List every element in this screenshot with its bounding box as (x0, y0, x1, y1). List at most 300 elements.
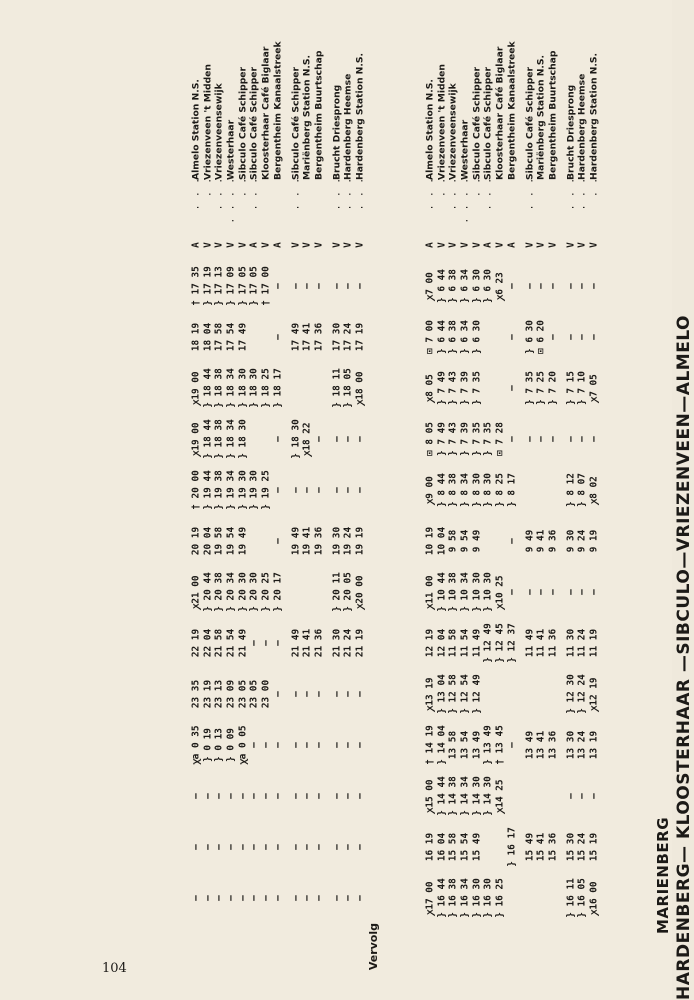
station-name: Vriezenveensewijk (213, 83, 225, 180)
time-cell: — (588, 793, 600, 799)
table-row (302, 0, 314, 1000)
time-cell: — (202, 793, 214, 799)
table-row (448, 0, 460, 1000)
time-cell: — (289, 895, 301, 901)
time-cell: † 17 35 (190, 266, 202, 306)
time-cell: 15 49 (471, 832, 483, 862)
time-cell: } 20 30 (237, 572, 249, 612)
time-cell: ⊡ 7 00 (424, 320, 436, 354)
station-name: Sibculo Café Schipper (248, 66, 260, 180)
leader-dots: . . . (564, 177, 576, 211)
time-cell: 10 04 (436, 526, 448, 556)
time-cell: — (237, 844, 249, 850)
time-cell: } 12 30 (564, 674, 576, 714)
time-cell: — (260, 844, 272, 850)
time-cell: 21 49 (289, 628, 301, 658)
arrival-departure-mark: V (471, 242, 483, 248)
time-cell: } 16 38 (447, 878, 459, 918)
time-cell: 21 19 (354, 628, 366, 658)
time-cell: ꭗ10 25 (494, 575, 506, 609)
time-cell: ⊡ 7 28 (494, 422, 506, 456)
time-cell: 22 04 (202, 628, 214, 658)
time-cell: — (330, 487, 342, 493)
time-cell: ꭗ20 00 (354, 575, 366, 609)
time-cell: } 0 13 (213, 728, 225, 762)
time-cell: 17 19 (354, 322, 366, 352)
time-cell: ꭗ19 00 (190, 371, 202, 405)
leader-dots: . . . (354, 177, 366, 211)
time-cell: 9 19 (588, 529, 600, 553)
time-cell: } 16 17 (506, 827, 518, 867)
time-cell: 21 58 (213, 628, 225, 658)
station-name: Westerhaar (459, 119, 471, 180)
time-cell: } 6 30 (482, 269, 494, 303)
time-cell: — (301, 691, 313, 697)
time-cell: } 14 34 (459, 776, 471, 816)
time-cell: — (202, 844, 214, 850)
time-cell: ꭗ13 19 (424, 677, 436, 711)
time-cell: — (272, 538, 284, 544)
time-cell: } 8 34 (459, 473, 471, 507)
leader-dots: . . . . (225, 177, 237, 224)
arrival-departure-mark: A (424, 242, 436, 248)
row-content (343, 0, 355, 1000)
time-cell: } 7 15 (564, 371, 576, 405)
time-cell: — (313, 895, 325, 901)
station-name: Kloosterhaar Café Biglaar (260, 46, 272, 180)
time-cell: 18 04 (202, 322, 214, 352)
time-cell: — (289, 742, 301, 748)
time-cell: 13 49 (523, 730, 535, 760)
time-cell: 9 49 (471, 529, 483, 553)
time-cell: } 19 44 (202, 470, 214, 510)
table-row (524, 0, 536, 1000)
leader-dots: . . . (248, 177, 260, 211)
time-cell: 23 19 (202, 679, 214, 709)
time-cell: — (330, 742, 342, 748)
time-cell: ꭗ6 23 (494, 272, 506, 300)
table-row (483, 0, 495, 1000)
station-name: Sibculo Café Schipper (237, 66, 249, 180)
arrival-departure-mark: V (588, 242, 600, 248)
time-cell: } 18 34 (225, 419, 237, 459)
station-name: Almelo Station N.S. (190, 79, 202, 180)
time-cell: — (342, 436, 354, 442)
time-cell: — (272, 793, 284, 799)
time-cell: 9 49 (523, 529, 535, 553)
time-cell: } 17 05 (248, 266, 260, 306)
time-cell: 13 49 (471, 730, 483, 760)
leader-dots: . . . (213, 177, 225, 211)
time-cell: 13 58 (447, 730, 459, 760)
time-cell: 20 19 (190, 526, 202, 556)
time-cell: ꭗ9 00 (424, 476, 436, 504)
arrival-departure-mark: A (248, 242, 260, 248)
time-cell: — (342, 691, 354, 697)
time-cell: ꭗ12 19 (588, 677, 600, 711)
title-main: HARDENBERG— KLOOSTERHAAR —SIBCULO—VRIEZENVEEN—ALMELO (674, 315, 694, 1000)
table-row (354, 0, 366, 1000)
time-cell: } 8 17 (506, 473, 518, 507)
time-cell: — (588, 589, 600, 595)
time-cell: † 13 45 (494, 725, 506, 765)
time-cell: } 14 44 (436, 776, 448, 816)
time-cell: — (202, 895, 214, 901)
table-row (577, 0, 589, 1000)
table-row (313, 0, 325, 1000)
table-row (331, 0, 343, 1000)
time-cell: } 6 34 (459, 320, 471, 354)
time-cell: 19 30 (330, 526, 342, 556)
arrival-departure-mark: V (447, 242, 459, 248)
time-cell: 17 49 (289, 322, 301, 352)
time-cell: } 12 58 (447, 674, 459, 714)
time-cell: ⊡ 6 20 (535, 320, 547, 354)
station-name: Sibculo Café Schipper (289, 66, 301, 180)
row-content (495, 0, 507, 1000)
timetable-block-1 (424, 0, 600, 1000)
time-cell: — (313, 844, 325, 850)
time-cell: } 7 25 (535, 371, 547, 405)
time-cell: — (547, 283, 559, 289)
table-row (471, 0, 483, 1000)
time-cell: — (330, 436, 342, 442)
time-cell: } 8 07 (576, 473, 588, 507)
time-cell: } 7 49 (436, 371, 448, 405)
leader-dots: . . . (447, 177, 459, 211)
leader-dots: . . . (190, 177, 202, 211)
time-cell: — (576, 793, 588, 799)
time-cell: } 19 38 (213, 470, 225, 510)
station-name: Hardenberg Heemse (576, 73, 588, 180)
time-cell: 15 41 (535, 832, 547, 862)
arrival-departure-mark: V (523, 242, 535, 248)
time-cell: 15 58 (447, 832, 459, 862)
time-cell: 23 09 (225, 679, 237, 709)
time-cell: ꭓa 0 35 (190, 725, 202, 765)
time-cell: } 12 24 (576, 674, 588, 714)
table-row (237, 0, 249, 1000)
time-cell: 11 19 (588, 628, 600, 658)
time-cell: } 20 11 (330, 572, 342, 612)
time-cell: 9 24 (576, 529, 588, 553)
station-name: Bergentheim Buurtschap (313, 50, 325, 180)
table-row (343, 0, 355, 1000)
time-cell: 15 54 (459, 832, 471, 862)
time-cell: — (564, 436, 576, 442)
time-cell: — (272, 691, 284, 697)
time-cell: } 18 30 (237, 368, 249, 408)
time-cell: 16 19 (424, 832, 436, 862)
station-name: Hardenberg Station N.S. (588, 53, 600, 180)
table-row (547, 0, 559, 1000)
time-cell: — (289, 793, 301, 799)
time-cell: } 6 38 (447, 269, 459, 303)
time-cell: — (190, 844, 202, 850)
station-name: Vriezenveensewijk (447, 83, 459, 180)
table-row (290, 0, 302, 1000)
leader-dots: . . (202, 177, 214, 197)
time-cell: } 19 34 (225, 470, 237, 510)
arrival-departure-mark: V (213, 242, 225, 248)
time-cell: 15 19 (588, 832, 600, 862)
time-cell: — (506, 385, 518, 391)
table-row (565, 0, 577, 1000)
time-cell: — (248, 844, 260, 850)
time-cell: } 17 13 (213, 266, 225, 306)
time-cell: } 18 25 (260, 368, 272, 408)
arrival-departure-mark: V (260, 242, 272, 248)
time-cell: 12 04 (436, 628, 448, 658)
time-cell: } 19 30 (237, 470, 249, 510)
table-row (459, 0, 471, 1000)
row-content (202, 0, 214, 1000)
time-cell: 17 41 (301, 322, 313, 352)
time-cell: — (289, 283, 301, 289)
row-content (290, 0, 302, 1000)
time-cell: } 20 17 (272, 572, 284, 612)
time-cell: 19 36 (313, 526, 325, 556)
row-content (506, 0, 518, 1000)
time-cell: 13 19 (588, 730, 600, 760)
time-cell: — (272, 895, 284, 901)
arrival-departure-mark: V (494, 242, 506, 248)
time-cell: — (506, 742, 518, 748)
time-cell: — (342, 283, 354, 289)
time-cell: } 6 30 (471, 320, 483, 354)
row-content (471, 0, 483, 1000)
time-cell: 11 54 (459, 628, 471, 658)
row-content (214, 0, 226, 1000)
arrival-departure-mark: V (576, 242, 588, 248)
arrival-departure-mark: V (237, 242, 249, 248)
time-cell: 21 41 (301, 628, 313, 658)
time-cell: 11 49 (523, 628, 535, 658)
time-cell: — (301, 844, 313, 850)
time-cell: — (213, 844, 225, 850)
time-cell: 17 58 (213, 322, 225, 352)
time-cell: } 7 35 (471, 371, 483, 405)
time-cell: 23 05 (237, 679, 249, 709)
time-cell: 21 36 (313, 628, 325, 658)
leader-dots: . . . (482, 177, 494, 211)
time-cell: — (248, 793, 260, 799)
time-cell: 16 04 (436, 832, 448, 862)
time-cell: — (523, 436, 535, 442)
table-row (506, 0, 518, 1000)
arrival-departure-mark: A (190, 242, 202, 248)
time-cell: 19 58 (213, 526, 225, 556)
time-cell: } 16 30 (471, 878, 483, 918)
time-cell: } 20 25 (260, 572, 272, 612)
time-cell: — (225, 844, 237, 850)
time-cell: — (330, 895, 342, 901)
time-cell: — (313, 742, 325, 748)
time-cell: — (190, 793, 202, 799)
title-top-line: MARIENBERG (654, 816, 672, 934)
time-cell: ꭓa 0 05 (237, 725, 249, 765)
time-cell: ꭗ11 00 (424, 575, 436, 609)
time-cell: — (588, 334, 600, 340)
time-cell: 13 30 (564, 730, 576, 760)
time-cell: } 20 44 (202, 572, 214, 612)
time-cell: — (547, 334, 559, 340)
row-content (190, 0, 202, 1000)
leader-dots: . . (471, 177, 483, 197)
time-cell: — (354, 844, 366, 850)
time-cell: ꭗ15 00 (424, 779, 436, 813)
time-cell: } 18 34 (225, 368, 237, 408)
row-content (302, 0, 314, 1000)
arrival-departure-mark: V (547, 242, 559, 248)
time-cell: } 19 25 (260, 470, 272, 510)
page-number: 104 (102, 961, 127, 976)
time-cell: } 7 35 (471, 422, 483, 456)
time-cell: — (535, 283, 547, 289)
leader-dots: . . . (289, 177, 301, 211)
time-cell: } 0 19 (202, 728, 214, 762)
time-cell: } 7 39 (459, 371, 471, 405)
time-cell: — (342, 895, 354, 901)
row-content (424, 0, 436, 1000)
table-row (225, 0, 237, 1000)
table-row (249, 0, 261, 1000)
time-cell: — (506, 589, 518, 595)
time-cell: } 18 11 (330, 368, 342, 408)
time-cell: 9 54 (459, 529, 471, 553)
time-cell: } 8 12 (564, 473, 576, 507)
time-cell: } 17 09 (225, 266, 237, 306)
time-cell: } 14 30 (482, 776, 494, 816)
row-content (225, 0, 237, 1000)
row-content (331, 0, 343, 1000)
vervolg-label: Vervolg (367, 922, 380, 970)
time-cell: } 12 45 (494, 623, 506, 663)
time-cell: — (272, 283, 284, 289)
time-cell: — (330, 844, 342, 850)
time-cell: — (260, 895, 272, 901)
time-cell: 23 00 (260, 679, 272, 709)
time-cell: 19 49 (237, 526, 249, 556)
time-cell: 17 36 (313, 322, 325, 352)
time-cell: — (506, 334, 518, 340)
time-cell: } 16 11 (564, 878, 576, 918)
time-cell: } 7 43 (447, 371, 459, 405)
time-cell: 18 19 (190, 322, 202, 352)
time-cell: — (564, 793, 576, 799)
time-cell: 20 04 (202, 526, 214, 556)
time-cell: 11 30 (564, 628, 576, 658)
arrival-departure-mark: A (272, 242, 284, 248)
time-cell: } 7 35 (523, 371, 535, 405)
time-cell: — (330, 283, 342, 289)
time-cell: 23 13 (213, 679, 225, 709)
time-cell: } 20 38 (213, 572, 225, 612)
time-cell: 13 54 (459, 730, 471, 760)
time-cell: 21 54 (225, 628, 237, 658)
time-cell: — (272, 742, 284, 748)
time-cell: — (313, 283, 325, 289)
station-name: Almelo Station N.S. (424, 79, 436, 180)
station-name: Hardenberg Heemse (342, 73, 354, 180)
time-cell: — (272, 640, 284, 646)
time-cell: — (506, 436, 518, 442)
station-name: Kloosterhaar Café Biglaar (494, 46, 506, 180)
time-cell: 15 24 (576, 832, 588, 862)
time-cell: } 12 54 (459, 674, 471, 714)
table-row (272, 0, 284, 1000)
time-cell: — (547, 589, 559, 595)
time-cell: — (506, 283, 518, 289)
time-cell: } 7 43 (447, 422, 459, 456)
row-content (547, 0, 559, 1000)
time-cell: } 13 04 (436, 674, 448, 714)
row-content (483, 0, 495, 1000)
time-cell: } 7 10 (576, 371, 588, 405)
time-cell: — (576, 589, 588, 595)
time-cell: } 8 30 (471, 473, 483, 507)
time-cell: 15 36 (547, 832, 559, 862)
time-cell: — (289, 487, 301, 493)
leader-dots: . . (588, 177, 600, 197)
time-cell: — (272, 487, 284, 493)
table-row (214, 0, 226, 1000)
station-name: Sibculo Café Schipper (523, 66, 535, 180)
time-cell: } 10 44 (436, 572, 448, 612)
station-name: Bergentheim Kanaalstreek (272, 41, 284, 180)
station-name: Vriezenveen 't Midden (202, 64, 214, 180)
time-cell: — (213, 895, 225, 901)
time-cell: } 18 30 (248, 368, 260, 408)
row-content (261, 0, 273, 1000)
time-cell: — (301, 793, 313, 799)
time-cell: — (225, 793, 237, 799)
table-row (261, 0, 273, 1000)
time-cell: ꭗ16 00 (588, 881, 600, 915)
station-name: Mariënberg Station N.S. (535, 55, 547, 180)
time-cell: } 7 39 (459, 422, 471, 456)
arrival-departure-mark: V (564, 242, 576, 248)
station-name: Hardenberg Station N.S. (354, 53, 366, 180)
arrival-departure-mark: V (342, 242, 354, 248)
row-content (459, 0, 471, 1000)
time-cell: — (289, 844, 301, 850)
time-cell: — (354, 283, 366, 289)
time-cell: — (564, 334, 576, 340)
arrival-departure-mark: V (535, 242, 547, 248)
time-cell: } 19 30 (248, 470, 260, 510)
time-cell: 11 24 (576, 628, 588, 658)
station-name: Bergentheim Kanaalstreek (506, 41, 518, 180)
time-cell: — (272, 436, 284, 442)
time-cell: — (213, 793, 225, 799)
time-cell: } 16 05 (576, 878, 588, 918)
time-cell: 9 41 (535, 529, 547, 553)
time-cell: — (576, 436, 588, 442)
time-cell: — (272, 334, 284, 340)
time-cell: } 18 30 (237, 419, 249, 459)
arrival-departure-mark: V (301, 242, 313, 248)
time-cell: } 18 44 (202, 419, 214, 459)
time-cell: } 7 49 (436, 422, 448, 456)
table-row (190, 0, 202, 1000)
time-cell: } 7 35 (482, 422, 494, 456)
time-cell: 9 30 (564, 529, 576, 553)
time-cell: 17 30 (330, 322, 342, 352)
time-cell: } 6 34 (459, 269, 471, 303)
time-cell: } 14 30 (471, 776, 483, 816)
table-row (495, 0, 507, 1000)
